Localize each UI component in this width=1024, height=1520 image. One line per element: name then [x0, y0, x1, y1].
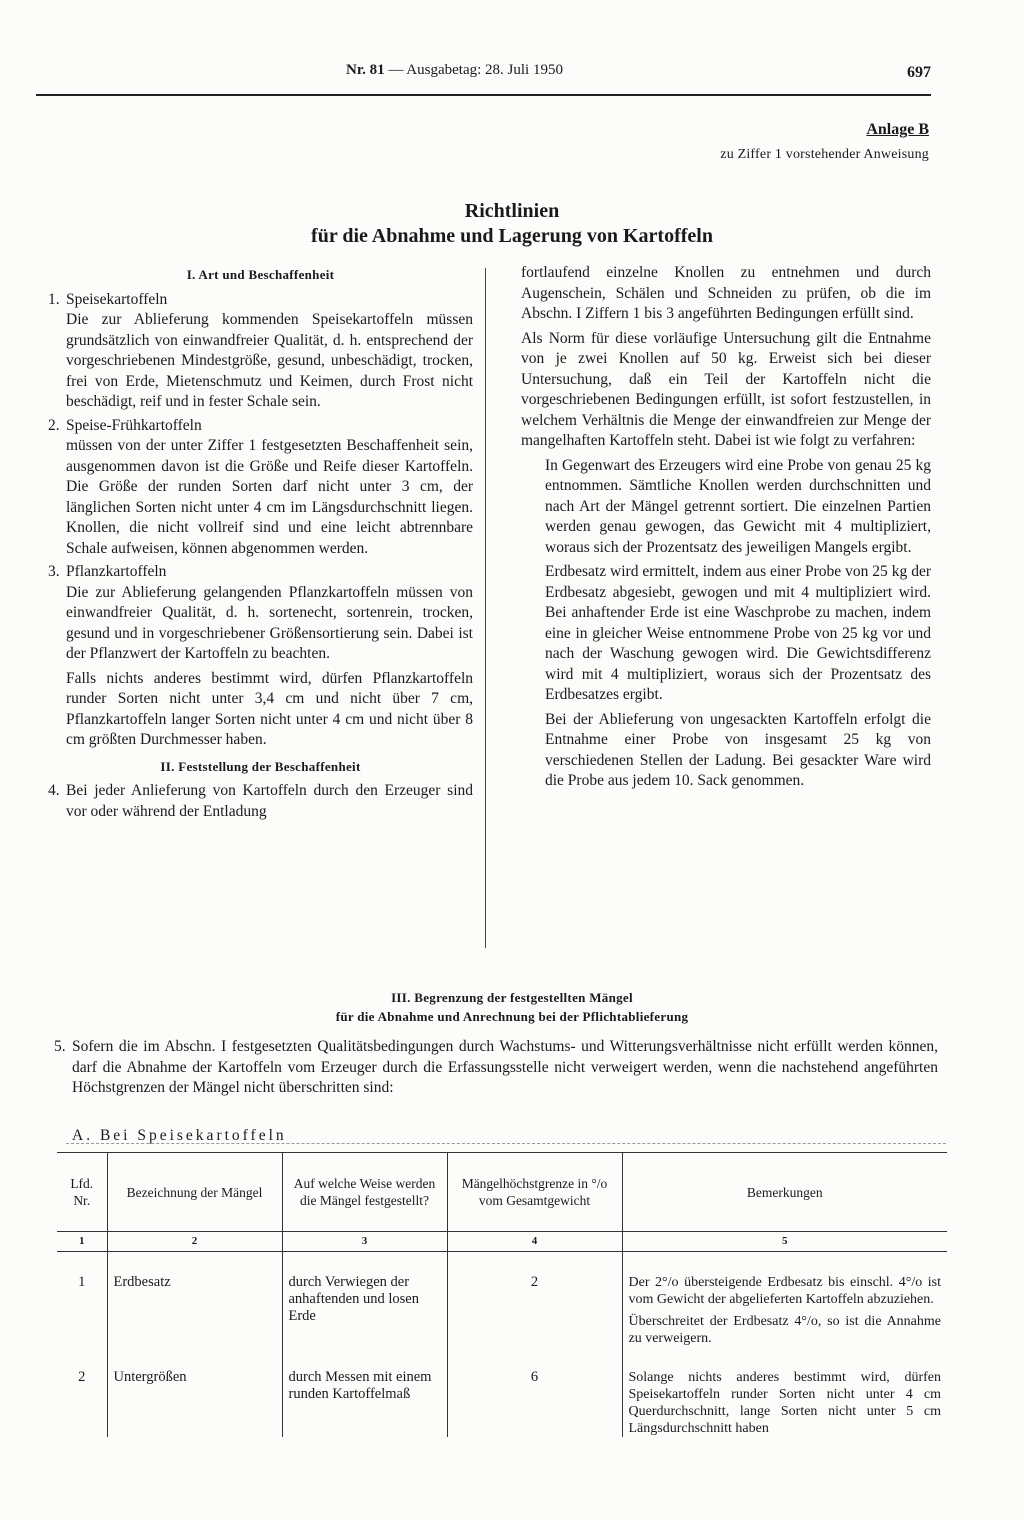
item-number: 3.	[48, 563, 60, 580]
item-text-2: Falls nichts anderes bestimmt wird, dürfen Pflanzkartoffeln runder Sorten nicht unter 3,4 cm und nicht über 7 cm, Pflanzkartoffeln langer Sorten nicht unter 4 cm und nicht über 8 cm größten Durchmesser haben.	[66, 669, 473, 748]
item-number: 4.	[48, 782, 60, 799]
item-title: Pflanzkartoffeln	[66, 563, 167, 580]
annex-title: Anlage B	[866, 121, 929, 138]
cell-bemerkungen	[622, 1274, 947, 1347]
item-title: Speise-Frühkartoffeln	[66, 416, 202, 434]
paragraph-sampling: In Gegenwart des Erzeugers wird eine Probe von genau 25 kg entnommen. Sämtliche Knollen werden durchschnitten und nach Art der Mängel getrennt sortiert. Die einzelnen Partien werden genau gewogen, das Gewicht mit 4 multipliziert, woraus sich der Prozentsatz des jeweiligen Mangels ergibt.	[545, 456, 931, 556]
item-1	[48, 290, 473, 413]
subsection-a	[72, 1127, 287, 1145]
remark-text: Überschreitet der Erdbesatz 4°/o, so ist die Annahme zu verweigern.	[628, 1314, 941, 1346]
remark-text: Solange nichts anderes bestimmt wird, dürfen Speisekartoffeln runder Sorten nicht unter 4 cm Querdurchschnitt, lange Sorten nicht unter 5 cm Längsdurchschnitt haben	[628, 1370, 941, 1436]
defects-table	[57, 1152, 947, 1437]
paragraph-continuation: fortlaufend einzelne Knollen zu entnehmen und durch Augenschein, Schälen und Schneiden zu prüfen, ob die im Abschn. I Ziffern 1 bis 3 angeführten Bedingungen erfüllt sind.	[521, 264, 931, 322]
col-number: 5	[622, 1232, 947, 1252]
left-column	[48, 263, 473, 822]
col-number: 3	[282, 1232, 447, 1252]
table-row	[57, 1369, 947, 1437]
item-text: Die zur Ablieferung gelangenden Pflanzkartoffeln müssen von einwandfreier Qualität, d. h. sortenecht, sortenrein, trocken, gesund und in vorgeschriebener Größensortierung sein. Dabei ist der Pflanzwert der Kartoffeln zu beachten.	[66, 583, 473, 662]
col-number: 2	[107, 1232, 282, 1252]
item-text: Die zur Ablieferung kommenden Speisekartoffeln müssen grundsätzlich von einwandfreier Qualität, d. h. entsprechend der vorgeschriebenen Mindestgröße, gesund, unbeschädigt, trocken, frei von Erde, Mietenschmutz und Keimen, durch Frost nicht beschädigt, reif und in fester Schale sein.	[66, 311, 473, 410]
cell-nr: 2	[78, 1369, 86, 1385]
issue-line	[346, 62, 563, 79]
item-text: müssen von der unter Ziffer 1 festgesetzten Beschaffenheit sein, ausgenommen davon ist die Größe und Reife dieser Kartoffeln. Die Größe der runden Sorten darf nicht unter 3 cm, der länglichen Sorten nicht unter 4 cm im Längsdurchschnitt liegen. Knollen, die nicht vollreif sind und eine leicht abtrennbare Schale aufweisen, können abgenommen werden.	[66, 437, 473, 557]
document-title	[0, 200, 1024, 248]
section-1-heading: I. Art und Beschaffenheit	[186, 267, 335, 282]
section-2-heading: II. Feststellung der Beschaffenheit	[160, 758, 361, 774]
item-text: Bei jeder Anlieferung von Kartoffeln durch den Erzeuger sind vor oder während der Entladung	[66, 782, 473, 820]
table-row	[57, 1274, 947, 1347]
title-line-2: für die Abnahme und Lagerung von Kartoffeln	[311, 225, 713, 247]
item-2	[48, 416, 473, 560]
issue-number: Nr. 81	[346, 62, 385, 78]
spacer-row	[57, 1252, 947, 1275]
item-number: 2.	[48, 416, 60, 434]
annex-label	[720, 121, 929, 163]
column-divider	[485, 268, 486, 948]
paragraph-delivery: Bei der Ablieferung von ungesackten Kartoffeln erfolgt die Entnahme einer Probe von insgesamt 25 kg von verschiedenen Stellen der Ladung. Bei gesackter Ware wird die Probe aus jedem 10. Sack genommen.	[545, 710, 931, 789]
paragraph-soil: Erdbesatz wird ermittelt, indem aus einer Probe von 25 kg der Erdbesatz abgesiebt, gewogen und mit 4 multipliziert wird. Bei anhaftender Erde ist eine Waschprobe zu machen, indem eine in gleicher Weise entnommene Probe von 25 kg vor und nach der Waschung gewogen wird. Die Gewichtsdifferenz wird mit 4 multipliziert, woraus sich der Prozentsatz des Erdbesatzes ergibt.	[545, 563, 931, 703]
cell-weise: durch Messen mit einem runden Kartoffelmaß	[282, 1369, 447, 1437]
table-header-row	[57, 1153, 947, 1232]
page-header	[36, 58, 931, 96]
item-text: Sofern die im Abschn. I festgesetzten Qualitätsbedingungen durch Wachstums- und Witterungsverhältnisse nicht erfüllt werden können, darf die Abnahme der Kartoffeln vom Erzeuger durch die Erfassungsstelle nicht verweigert werden, wenn die nachstehend angeführten Höchstgrenzen der Mängel nicht überschritten sind:	[72, 1038, 938, 1096]
cell-mangel: Untergrößen	[107, 1369, 282, 1437]
cell-nr: 1	[78, 1274, 86, 1290]
item-3	[48, 562, 473, 751]
header-bemerkungen: Bemerkungen	[622, 1153, 947, 1232]
table-column-numbers	[57, 1232, 947, 1252]
issue-date: — Ausgabetag: 28. Juli 1950	[388, 62, 563, 78]
header-mangel: Bezeichnung der Mängel	[107, 1153, 282, 1232]
col-number: 1	[57, 1232, 107, 1252]
subsection-a-heading: A. Bei Speisekartoffeln	[72, 1127, 287, 1144]
annex-subtitle: zu Ziffer 1 vorstehender Anweisung	[720, 147, 929, 162]
title-line-1: Richtlinien	[464, 200, 560, 222]
spacer-row	[57, 1347, 947, 1369]
section-3-heading	[0, 988, 1024, 1026]
remark-text: Der 2°/o übersteigende Erdbesatz bis einschl. 4°/o ist vom Gewicht der abgelieferten Kartoffeln abzuziehen.	[628, 1275, 941, 1307]
header-weise: Auf welche Weise werden die Mängel festgestellt?	[282, 1153, 447, 1232]
item-5	[54, 1037, 938, 1099]
subsection-underline	[66, 1143, 946, 1144]
item-title: Speisekartoffeln	[66, 290, 168, 308]
cell-weise: durch Verwiegen der anhaftenden und losen Erde	[282, 1274, 447, 1347]
section-3-heading-line-1: III. Begrenzung der festgestellten Mängel	[391, 990, 633, 1005]
item-number: 1.	[48, 290, 60, 308]
cell-bemerkungen	[622, 1369, 947, 1437]
item-number: 5.	[54, 1038, 66, 1055]
cell-mangel: Erdbesatz	[107, 1274, 282, 1347]
right-column	[521, 263, 931, 792]
col-number: 4	[447, 1232, 622, 1252]
cell-grenze: 6	[447, 1369, 622, 1437]
header-nr: Lfd. Nr.	[57, 1153, 107, 1232]
section-3-heading-line-2: für die Abnahme und Anrechnung bei der Pflichtablieferung	[335, 1009, 689, 1024]
item-4	[48, 781, 473, 822]
header-grenze: Mängelhöchstgrenze in °/o vom Gesamtgewicht	[447, 1153, 622, 1232]
cell-grenze: 2	[447, 1274, 622, 1347]
page-number: 697	[907, 64, 931, 81]
paragraph-norm: Als Norm für diese vorläufige Untersuchung gilt die Entnahme von je zwei Knollen auf 50 kg. Erweist sich bei dieser Untersuchung, daß ein Teil der Kartoffeln nicht die vorgeschriebenen Bedingungen erfüllt, ist sofort festzustellen, in welchem Verhältnis die Menge der einwandfreien zur Menge der mangelhaften Kartoffeln steht. Dabei ist wie folgt zu verfahren:	[521, 329, 931, 449]
